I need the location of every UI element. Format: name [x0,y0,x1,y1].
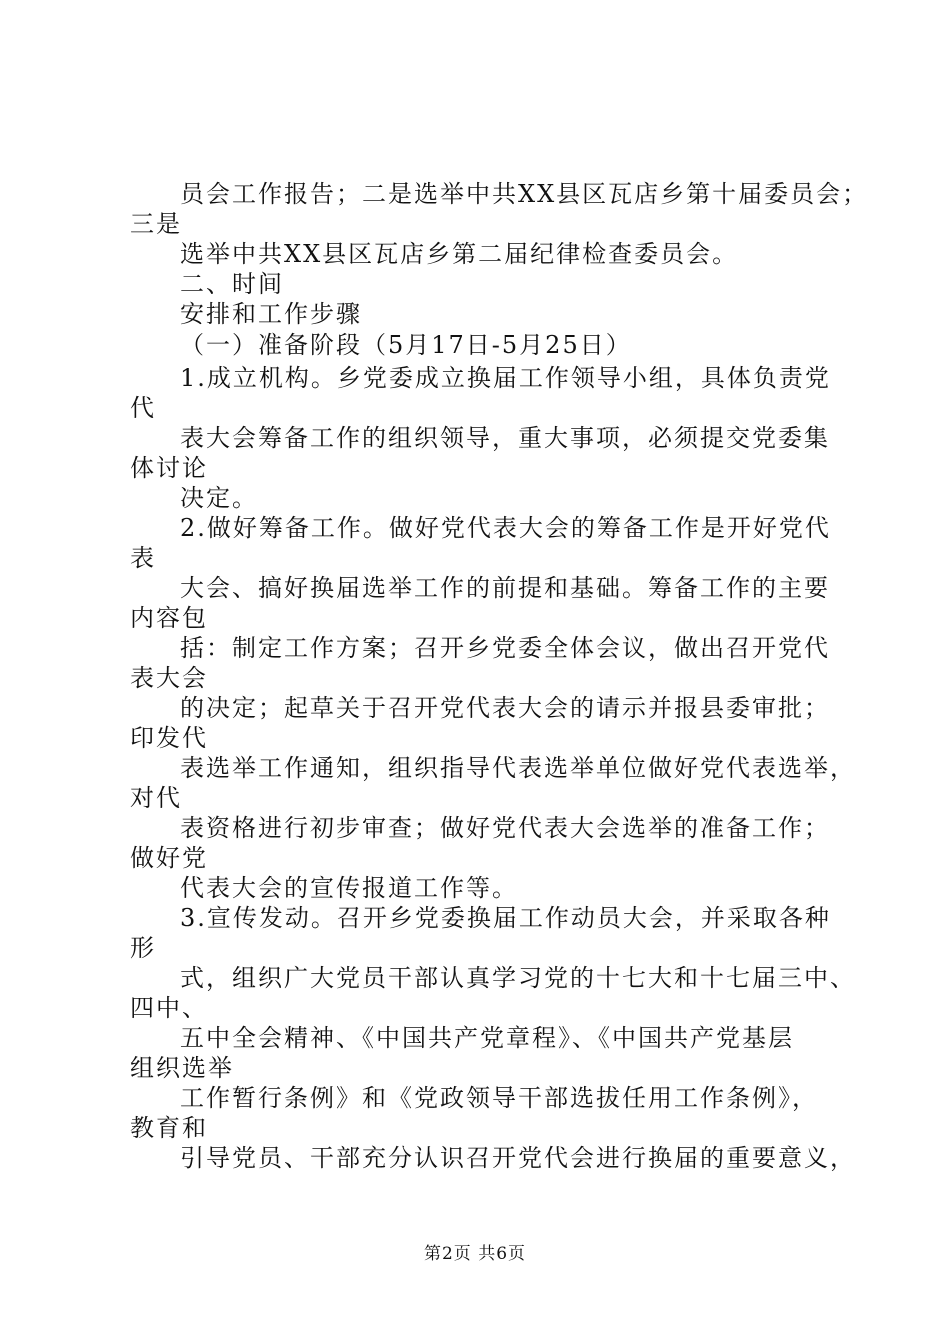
text-line: 二、时间 [180,270,284,298]
text-line: 印发代 [130,724,208,752]
text-line: 表大会 [130,664,208,692]
text-line: 对代 [130,784,182,812]
text-line: 工作暂行条例》和《党政领导干部选拔任用工作条例》， [180,1084,818,1112]
text-line: 代 [130,394,156,422]
text-line: 式，组织广大党员干部认真学习党的十七大和十七届三中、 [180,964,856,992]
text-line: 表资格进行初步审查；做好党代表大会选举的准备工作； [180,814,830,842]
text-line: 括：制定工作方案；召开乡党委全体会议，做出召开党代 [180,634,830,662]
text-line: 内容包 [130,604,208,632]
page-number-footer: 第2页 共6页 [423,1244,527,1264]
text-line: 员会工作报告；二是选举中共XX县区瓦店乡第十届委员会； [180,180,869,208]
text-line: 代表大会的宣传报道工作等。 [180,874,518,902]
text-line: 五中全会精神、《中国共产党章程》、《中国共产党基层 [180,1024,794,1052]
text-line: 选举中共XX县区瓦店乡第二届纪律检查委员会。 [180,240,739,268]
text-line: 做好党 [130,844,208,872]
text-line: 2.做好筹备工作。做好党代表大会的筹备工作是开好党代 [180,514,831,542]
text-line: 引导党员、干部充分认识召开党代会进行换届的重要意义， [180,1144,856,1172]
text-line: 四中、 [130,994,208,1022]
text-line: 3.宣传发动。召开乡党委换届工作动员大会，并采取各种 [180,904,831,932]
text-line: 三是 [130,210,182,238]
text-line: 安排和工作步骤 [180,300,362,328]
text-line: 表 [130,544,156,572]
text-line: 教育和 [130,1114,208,1142]
text-line: 形 [130,934,156,962]
text-line: 大会、搞好换届选举工作的前提和基础。筹备工作的主要 [180,574,830,602]
text-line: 表选举工作通知，组织指导代表选举单位做好党代表选举， [180,754,856,782]
text-line: 决定。 [180,484,258,512]
section-heading: （一）准备阶段（5月17日-5月25日） [180,331,632,359]
text-line: 体讨论 [130,454,208,482]
text-line: 组织选举 [130,1054,234,1082]
text-line: 表大会筹备工作的组织领导，重大事项，必须提交党委集 [180,424,830,452]
text-line: 的决定；起草关于召开党代表大会的请示并报县委审批； [180,694,830,722]
text-line: 1.成立机构。乡党委成立换届工作领导小组，具体负责党 [180,364,831,392]
